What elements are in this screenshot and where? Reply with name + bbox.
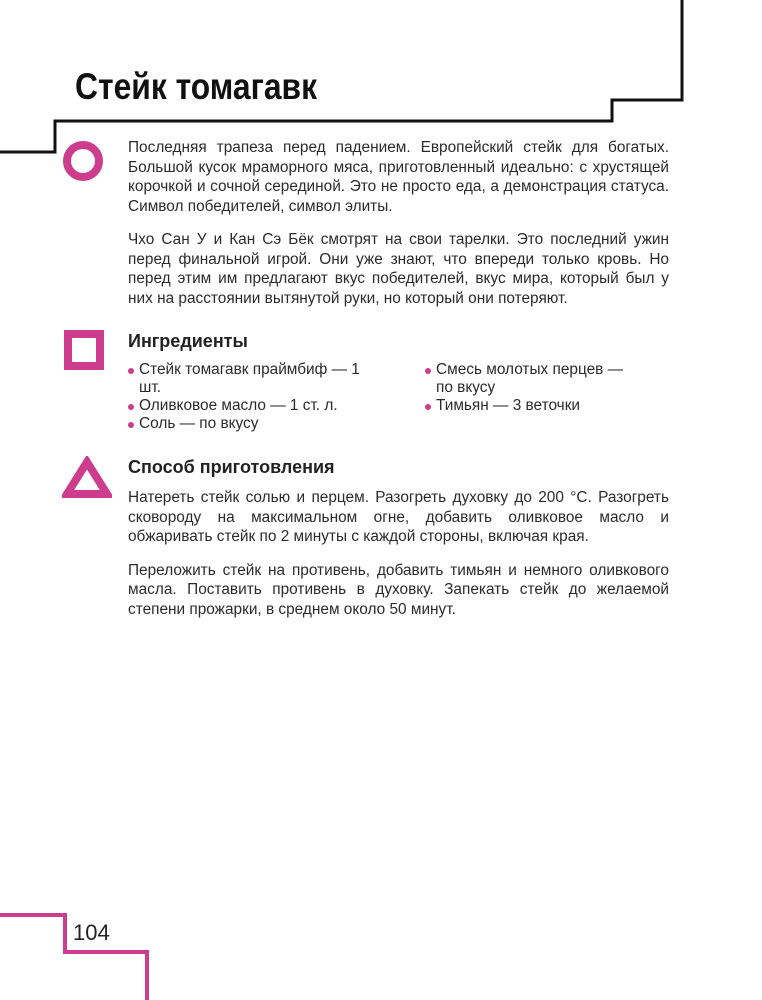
circle-icon — [62, 140, 104, 182]
method-heading: Способ приготовления — [128, 457, 335, 477]
ingredients-heading: Ингредиенты — [128, 331, 248, 351]
ingredient-item: Оливковое масло — 1 ст. л. — [128, 397, 378, 415]
intro-paragraph-2: Чхо Сан У и Кан Сэ Бёк смотрят на свои тарелки. Это последний ужин перед финальной игрой. Они уже знают, что впереди только кровь. Но перед этим им предлагают вкус победителей, вкус мира, который был у них на расстоянии вытянутой руки, но который они потеряют. — [128, 231, 669, 307]
method-paragraph-2: Переложить стейк на противень, добавить тимьян и немного оливкового масла. Поставить противень в духовку. Запекать стейк до желаемой степени прожарки, в среднем около 50 минут. — [128, 561, 669, 618]
intro-paragraph-1: Последняя трапеза перед падением. Европейский стейк для богатых. Большой кусок мраморного мяса, приготовленный идеально: с хрустящей корочкой и сочной серединой. Это не просто еда, а демонстрация статуса. Символ победителей, символ элиты. — [128, 139, 669, 215]
ingredient-item: Стейк томагавк праймбиф — 1 шт. — [128, 361, 369, 397]
triangle-icon — [62, 456, 112, 498]
intro-text — [128, 138, 669, 322]
ingredient-item: Тимьян — 3 веточки — [425, 397, 645, 415]
ingredient-item: Соль — по вкусу — [128, 415, 378, 433]
ingredients-list-left — [128, 361, 378, 433]
page-number: 104 — [73, 920, 110, 945]
page-title: Стейк томагавк — [75, 66, 318, 107]
method-text — [128, 488, 669, 633]
method-paragraph-1: Натереть стейк солью и перцем. Разогреть духовку до 200 °С. Разогреть сковороду на максимальном огне, добавить оливковое масло и обжаривать стейк по 2 минуты с каждой стороны, включая края. — [128, 489, 669, 545]
ingredients-list-right — [425, 361, 645, 415]
ingredient-item: Смесь молотых перцев — по вкусу — [425, 361, 636, 397]
square-icon — [64, 330, 104, 370]
